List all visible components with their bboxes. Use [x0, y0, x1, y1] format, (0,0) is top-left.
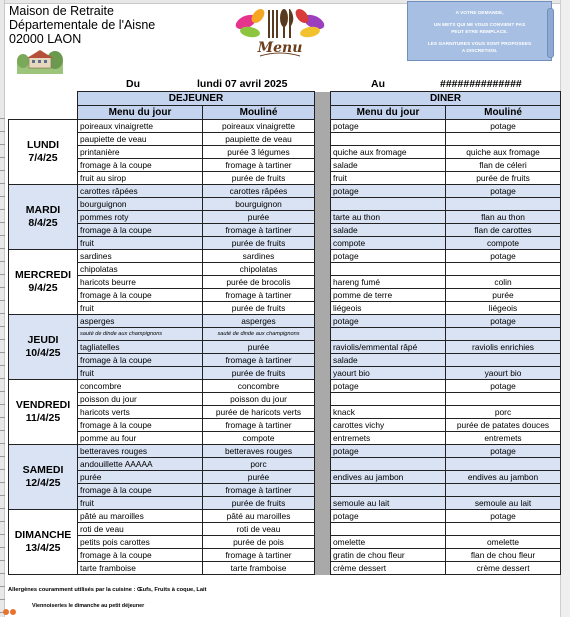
column-separator [315, 432, 331, 445]
row-marker [0, 378, 5, 379]
lunch-menu-cell[interactable]: sardines [78, 250, 203, 263]
row-marker [0, 391, 5, 392]
row-marker [0, 209, 5, 210]
table-row [9, 146, 561, 159]
lunch-mouline-cell[interactable]: purée [203, 211, 315, 224]
lunch-mouline-cell[interactable]: fromage à tartiner [203, 224, 315, 237]
table-row [9, 536, 561, 549]
table-row [9, 172, 561, 185]
day-date: 10/4/25 [25, 347, 61, 359]
table-row [9, 328, 561, 341]
table-row [9, 562, 561, 575]
from-label: Du [126, 78, 140, 90]
column-separator [315, 120, 331, 133]
dinner-menu-cell[interactable]: salade [331, 159, 446, 172]
column-separator [315, 341, 331, 354]
dinner-menu-cell[interactable]: compote [331, 237, 446, 250]
lunch-menu-cell[interactable]: fruit [78, 497, 203, 510]
row-marker [0, 196, 5, 197]
table-row [9, 263, 561, 276]
lunch-mouline-cell[interactable]: fromage à tartiner [203, 289, 315, 302]
dinner-mouline-cell[interactable]: semoule au lait [446, 497, 561, 510]
lunch-mouline-cell[interactable]: fromage à tartiner [203, 354, 315, 367]
day-name: JEUDI [27, 334, 59, 346]
row-marker [0, 222, 5, 223]
row-marker [0, 183, 5, 184]
row-marker [0, 534, 5, 535]
column-separator [315, 549, 331, 562]
dinner-mouline-cell[interactable]: yaourt bio [446, 367, 561, 380]
table-row [9, 250, 561, 263]
day-cell [9, 250, 78, 315]
dinner-mouline-cell[interactable]: potage [446, 510, 561, 523]
dinner-mouline-cell[interactable]: potage [446, 185, 561, 198]
day-name: SAMEDI [22, 464, 64, 476]
menu-table [8, 91, 561, 575]
table-row [9, 445, 561, 458]
lunch-menu-cell[interactable]: pomme au four [78, 432, 203, 445]
table-row [9, 289, 561, 302]
dinner-mouline-cell[interactable]: liégeois [446, 302, 561, 315]
column-separator [315, 276, 331, 289]
column-separator [315, 250, 331, 263]
dinner-menu-cell[interactable] [331, 523, 446, 536]
dinner-mouline-cell[interactable] [446, 523, 561, 536]
column-separator [315, 536, 331, 549]
lunch-menu-cell[interactable]: chipolatas [78, 263, 203, 276]
lunch-menu-cell[interactable]: fruit [78, 302, 203, 315]
table-row [9, 302, 561, 315]
dinner-menu-cell[interactable]: fruit [331, 172, 446, 185]
house-image [17, 48, 63, 74]
row-marker [0, 313, 5, 314]
column-separator [315, 198, 331, 211]
column-separator [315, 523, 331, 536]
table-row [9, 406, 561, 419]
svg-text:Menu: Menu [257, 40, 303, 56]
notice-line-5: A DISCRETION. [461, 49, 498, 54]
dinner-menu-cell[interactable] [331, 133, 446, 146]
dinner-menu-cell[interactable]: endives au jambon [331, 471, 446, 484]
table-row [9, 315, 561, 328]
day-name: MARDI [25, 204, 61, 216]
dinner-mouline-cell[interactable]: purée de patates douces [446, 419, 561, 432]
dinner-menu-cell[interactable] [331, 263, 446, 276]
dinner-menu-cell[interactable]: raviolis/emmental râpé [331, 341, 446, 354]
allergen-note: Allergènes couramment utilisés par la cuisine : Œufs, Fruits à coque, Lait [8, 587, 207, 593]
dinner-mouline-cell[interactable]: potage [446, 380, 561, 393]
dinner-menu-cell[interactable]: salade [331, 224, 446, 237]
lunch-menu-cell[interactable]: fromage à la coupe [78, 289, 203, 302]
dinner-menu-cell[interactable]: carottes vichy [331, 419, 446, 432]
lunch-mouline-cell[interactable]: purée de fruits [203, 172, 315, 185]
column-separator [315, 354, 331, 367]
column-separator [315, 289, 331, 302]
column-separator [315, 133, 331, 146]
column-separator [315, 237, 331, 250]
dinner-menu-cell[interactable] [331, 484, 446, 497]
column-separator [315, 302, 331, 315]
column-separator [315, 315, 331, 328]
dinner-menu-cell[interactable]: entremets [331, 432, 446, 445]
lunch-menu-cell[interactable]: fromage à la coupe [78, 484, 203, 497]
dinner-mouline-cell[interactable]: quiche aux fromage [446, 146, 561, 159]
column-separator [315, 510, 331, 523]
day-cell [9, 445, 78, 510]
lunch-mouline-header: Mouliné [203, 106, 315, 120]
row-marker [0, 430, 5, 431]
dinner-mouline-cell[interactable]: flan de carottes [446, 224, 561, 237]
row-marker [0, 339, 5, 340]
lunch-mouline-cell[interactable]: compote [203, 432, 315, 445]
row-marker [0, 326, 5, 327]
row-marker [0, 118, 5, 119]
dinner-menu-cell[interactable]: potage [331, 250, 446, 263]
column-separator [315, 328, 331, 341]
lunch-mouline-cell[interactable]: purée de fruits [203, 302, 315, 315]
table-row [9, 159, 561, 172]
day-date: 9/4/25 [28, 282, 58, 294]
dinner-menu-cell[interactable]: potage [331, 510, 446, 523]
day-date: 11/4/25 [25, 412, 61, 424]
dinner-menu-cell[interactable]: yaourt bio [331, 367, 446, 380]
dinner-menu-cell[interactable]: tarte au thon [331, 211, 446, 224]
table-row [9, 380, 561, 393]
table-row [9, 432, 561, 445]
dinner-mouline-cell[interactable] [446, 484, 561, 497]
table-row [9, 510, 561, 523]
dinner-mouline-cell[interactable]: omelette [446, 536, 561, 549]
row-marker [0, 547, 5, 548]
to-label: Au [371, 78, 385, 90]
column-separator [315, 484, 331, 497]
row-marker [0, 365, 5, 366]
lunch-menu-cell[interactable]: fromage à la coupe [78, 159, 203, 172]
notice-line-4: LES GARNITURES VOUS SONT PROPOSEES [427, 41, 532, 47]
notice-line-1: A VOTRE DEMANDE, [455, 11, 504, 16]
column-separator [315, 185, 331, 198]
lunch-menu-cell[interactable]: haricots beurre [78, 276, 203, 289]
lunch-mouline-cell[interactable]: bourguignon [203, 198, 315, 211]
row-marker [0, 560, 5, 561]
day-cell [9, 510, 78, 575]
lunch-menu-header: Menu du jour [78, 106, 203, 120]
dinner-mouline-cell[interactable]: purée de fruits [446, 172, 561, 185]
to-date: ############## [440, 78, 522, 90]
lunch-menu-cell[interactable]: fruit [78, 237, 203, 250]
row-marker [0, 573, 5, 574]
table-row [9, 471, 561, 484]
dinner-menu-cell[interactable]: potage [331, 445, 446, 458]
lunch-mouline-cell[interactable]: fromage à tartiner [203, 419, 315, 432]
sunday-note: Viennoiseries le dimanche au petit déjeuner [32, 603, 145, 609]
dinner-header: DINER [331, 92, 561, 106]
dinner-mouline-cell[interactable] [446, 393, 561, 406]
dinner-mouline-cell[interactable]: flan de céleri [446, 159, 561, 172]
column-separator [315, 263, 331, 276]
table-row [9, 211, 561, 224]
dinner-mouline-cell[interactable] [446, 328, 561, 341]
lunch-mouline-cell[interactable]: purée de brocolis [203, 276, 315, 289]
notice-line-2: UN METS QUI NE VOUS CONVIENT PAS [433, 22, 526, 28]
address-line-3: 02000 LAON [9, 32, 82, 46]
lunch-menu-cell[interactable]: roti de veau [78, 523, 203, 536]
table-row [9, 367, 561, 380]
table-row [9, 237, 561, 250]
lunch-menu-cell[interactable]: haricots verts [78, 406, 203, 419]
row-marker [0, 482, 5, 483]
lunch-menu-cell[interactable]: andouillette AAAAA [78, 458, 203, 471]
row-marker [0, 469, 5, 470]
lunch-mouline-cell[interactable]: tarte framboise [203, 562, 315, 575]
vertical-scrollbar[interactable] [560, 0, 570, 617]
row-marker [0, 144, 5, 145]
lunch-mouline-cell[interactable]: poireaux vinaigrette [203, 120, 315, 133]
menu-logo [230, 4, 330, 60]
lunch-mouline-cell[interactable]: pâté au maroilles [203, 510, 315, 523]
dinner-mouline-cell[interactable]: raviolis enrichies [446, 341, 561, 354]
dinner-menu-cell[interactable]: crème dessert [331, 562, 446, 575]
row-marker [0, 443, 5, 444]
lunch-menu-cell[interactable]: poisson du jour [78, 393, 203, 406]
dinner-mouline-cell[interactable]: potage [446, 445, 561, 458]
column-separator [315, 224, 331, 237]
table-row [9, 419, 561, 432]
day-date: 13/4/25 [25, 542, 61, 554]
lunch-mouline-cell[interactable]: roti de veau [203, 523, 315, 536]
row-marker [0, 274, 5, 275]
day-date: 7/4/25 [28, 152, 58, 164]
day-cell [9, 120, 78, 185]
lunch-menu-cell[interactable]: fruit [78, 367, 203, 380]
column-separator [315, 562, 331, 575]
lunch-menu-cell[interactable]: pâté au maroilles [78, 510, 203, 523]
lunch-mouline-cell[interactable]: carottes râpées [203, 185, 315, 198]
dinner-menu-cell[interactable] [331, 328, 446, 341]
dinner-mouline-cell[interactable]: compote [446, 237, 561, 250]
lunch-header: DEJEUNER [78, 92, 315, 106]
row-marker [0, 417, 5, 418]
lunch-mouline-cell[interactable]: fromage à tartiner [203, 549, 315, 562]
lunch-mouline-cell[interactable]: purée de pois [203, 536, 315, 549]
lunch-menu-cell[interactable]: poireaux vinaigrette [78, 120, 203, 133]
day-date: 12/4/25 [25, 477, 61, 489]
lunch-menu-cell[interactable]: pommes roty [78, 211, 203, 224]
dinner-mouline-cell[interactable] [446, 263, 561, 276]
dinner-menu-cell[interactable]: potage [331, 185, 446, 198]
dinner-menu-cell[interactable]: knack [331, 406, 446, 419]
dinner-mouline-cell[interactable]: crème dessert [446, 562, 561, 575]
column-separator [315, 419, 331, 432]
table-row [9, 224, 561, 237]
lunch-menu-cell[interactable]: sauté de dinde aux champignons [78, 328, 203, 341]
lunch-mouline-cell[interactable]: porc [203, 458, 315, 471]
row-marker [0, 586, 5, 587]
lunch-menu-cell[interactable]: petits pois carottes [78, 536, 203, 549]
column-separator [315, 458, 331, 471]
dinner-mouline-cell[interactable] [446, 354, 561, 367]
dinner-menu-cell[interactable]: potage [331, 380, 446, 393]
lunch-mouline-cell[interactable]: purée de fruits [203, 237, 315, 250]
table-row [9, 198, 561, 211]
table-row [9, 549, 561, 562]
column-separator [315, 367, 331, 380]
row-marker [0, 495, 5, 496]
dinner-mouline-cell[interactable]: flan de chou fleur [446, 549, 561, 562]
row-marker [0, 456, 5, 457]
lunch-mouline-cell[interactable]: poisson du jour [203, 393, 315, 406]
day-cell [9, 315, 78, 380]
notice-scroll [407, 1, 552, 61]
row-marker [0, 300, 5, 301]
row-marker [0, 248, 5, 249]
dinner-menu-cell[interactable]: semoule au lait [331, 497, 446, 510]
row-marker [0, 235, 5, 236]
lunch-menu-cell[interactable]: betteraves rouges [78, 445, 203, 458]
day-name: VENDREDI [15, 399, 71, 411]
dinner-mouline-cell[interactable]: entremets [446, 432, 561, 445]
row-marker [0, 170, 5, 171]
table-row [9, 497, 561, 510]
row-marker [0, 157, 5, 158]
dinner-menu-cell[interactable] [331, 198, 446, 211]
lunch-mouline-cell[interactable]: purée 3 légumes [203, 146, 315, 159]
lunch-menu-cell[interactable]: printanière [78, 146, 203, 159]
dinner-menu-cell[interactable]: hareng fumé [331, 276, 446, 289]
lunch-menu-cell[interactable]: fromage à la coupe [78, 419, 203, 432]
table-row [9, 523, 561, 536]
row-marker [0, 599, 5, 600]
lunch-mouline-cell[interactable]: concombre [203, 380, 315, 393]
lunch-menu-cell[interactable]: tarte framboise [78, 562, 203, 575]
day-name: DIMANCHE [14, 529, 72, 541]
lunch-mouline-cell[interactable]: betteraves rouges [203, 445, 315, 458]
dinner-menu-cell[interactable] [331, 458, 446, 471]
column-separator [315, 211, 331, 224]
from-date: lundi 07 avril 2025 [197, 78, 288, 90]
table-row [9, 484, 561, 497]
column-separator [315, 172, 331, 185]
table-row [9, 276, 561, 289]
dinner-mouline-cell[interactable]: porc [446, 406, 561, 419]
lunch-menu-cell[interactable]: fruit au sirop [78, 172, 203, 185]
notice-line-3: PEUT ETRE REMPLACE. [451, 30, 508, 35]
row-header-strip [0, 0, 5, 617]
address-line-2: Départementale de l'Aisne [9, 18, 156, 32]
column-separator [315, 380, 331, 393]
day-name: MERCREDI [14, 269, 71, 281]
column-separator [315, 406, 331, 419]
lunch-mouline-cell[interactable]: purée de fruits [203, 497, 315, 510]
row-marker [0, 261, 5, 262]
lunch-menu-cell[interactable]: fromage à la coupe [78, 549, 203, 562]
row-marker [0, 508, 5, 509]
dinner-menu-cell[interactable]: potage [331, 120, 446, 133]
column-separator [315, 497, 331, 510]
lunch-menu-cell[interactable]: fromage à la coupe [78, 354, 203, 367]
dinner-mouline-cell[interactable]: potage [446, 315, 561, 328]
dinner-menu-cell[interactable]: liégeois [331, 302, 446, 315]
lunch-mouline-cell[interactable]: paupiette de veau [203, 133, 315, 146]
lunch-menu-cell[interactable]: fromage à la coupe [78, 224, 203, 237]
dinner-mouline-cell[interactable]: flan au thon [446, 211, 561, 224]
lunch-mouline-cell[interactable]: chipolatas [203, 263, 315, 276]
day-cell [9, 380, 78, 445]
dinner-mouline-cell[interactable] [446, 133, 561, 146]
lunch-mouline-cell[interactable]: purée de haricots verts [203, 406, 315, 419]
dinner-mouline-cell[interactable] [446, 198, 561, 211]
dinner-mouline-cell[interactable]: endives au jambon [446, 471, 561, 484]
lunch-mouline-cell[interactable]: purée [203, 341, 315, 354]
table-row [9, 341, 561, 354]
dinner-menu-cell[interactable]: gratin de chou fleur [331, 549, 446, 562]
column-separator [315, 146, 331, 159]
dinner-menu-cell[interactable]: omelette [331, 536, 446, 549]
table-row [9, 458, 561, 471]
dinner-mouline-cell[interactable] [446, 458, 561, 471]
day-cell [9, 185, 78, 250]
lunch-menu-cell[interactable]: carottes râpées [78, 185, 203, 198]
column-separator [315, 445, 331, 458]
column-separator [315, 159, 331, 172]
row-marker [0, 521, 5, 522]
address-line-1: Maison de Retraite [9, 4, 114, 18]
column-separator [315, 393, 331, 406]
table-row [9, 120, 561, 133]
lunch-menu-cell[interactable]: bourguignon [78, 198, 203, 211]
lunch-menu-cell[interactable]: concombre [78, 380, 203, 393]
lunch-menu-cell[interactable]: asperges [78, 315, 203, 328]
table-row [9, 393, 561, 406]
scroll-curl [547, 8, 554, 58]
dinner-mouline-cell[interactable]: potage [446, 250, 561, 263]
day-name: LUNDI [26, 139, 60, 151]
lunch-mouline-cell[interactable]: fromage à tartiner [203, 159, 315, 172]
lunch-mouline-cell[interactable]: purée [203, 471, 315, 484]
lunch-mouline-cell[interactable]: sauté de dinde aux champignons [203, 328, 315, 341]
dinner-mouline-cell[interactable]: potage [446, 120, 561, 133]
dinner-mouline-header: Mouliné [446, 106, 561, 120]
table-row [9, 133, 561, 146]
lunch-menu-cell[interactable]: tagliatelles [78, 341, 203, 354]
day-date: 8/4/25 [28, 217, 58, 229]
lunch-mouline-cell[interactable]: sardines [203, 250, 315, 263]
dinner-menu-cell[interactable] [331, 393, 446, 406]
table-row [9, 354, 561, 367]
dinner-menu-cell[interactable]: quiche aux fromage [331, 146, 446, 159]
row-marker [0, 352, 5, 353]
dinner-menu-header: Menu du jour [331, 106, 446, 120]
dinner-menu-cell[interactable]: pomme de terre [331, 289, 446, 302]
lunch-mouline-cell[interactable]: fromage à tartiner [203, 484, 315, 497]
column-separator [315, 471, 331, 484]
table-row [9, 185, 561, 198]
lunch-menu-cell[interactable]: paupiette de veau [78, 133, 203, 146]
lunch-menu-cell[interactable]: purée [78, 471, 203, 484]
dinner-menu-cell[interactable]: salade [331, 354, 446, 367]
row-marker [0, 287, 5, 288]
dinner-mouline-cell[interactable]: purée [446, 289, 561, 302]
lunch-mouline-cell[interactable]: asperges [203, 315, 315, 328]
decor-dots [3, 608, 17, 615]
dinner-menu-cell[interactable]: potage [331, 315, 446, 328]
dinner-mouline-cell[interactable]: colin [446, 276, 561, 289]
row-marker [0, 131, 5, 132]
lunch-mouline-cell[interactable]: purée de fruits [203, 367, 315, 380]
row-marker [0, 404, 5, 405]
